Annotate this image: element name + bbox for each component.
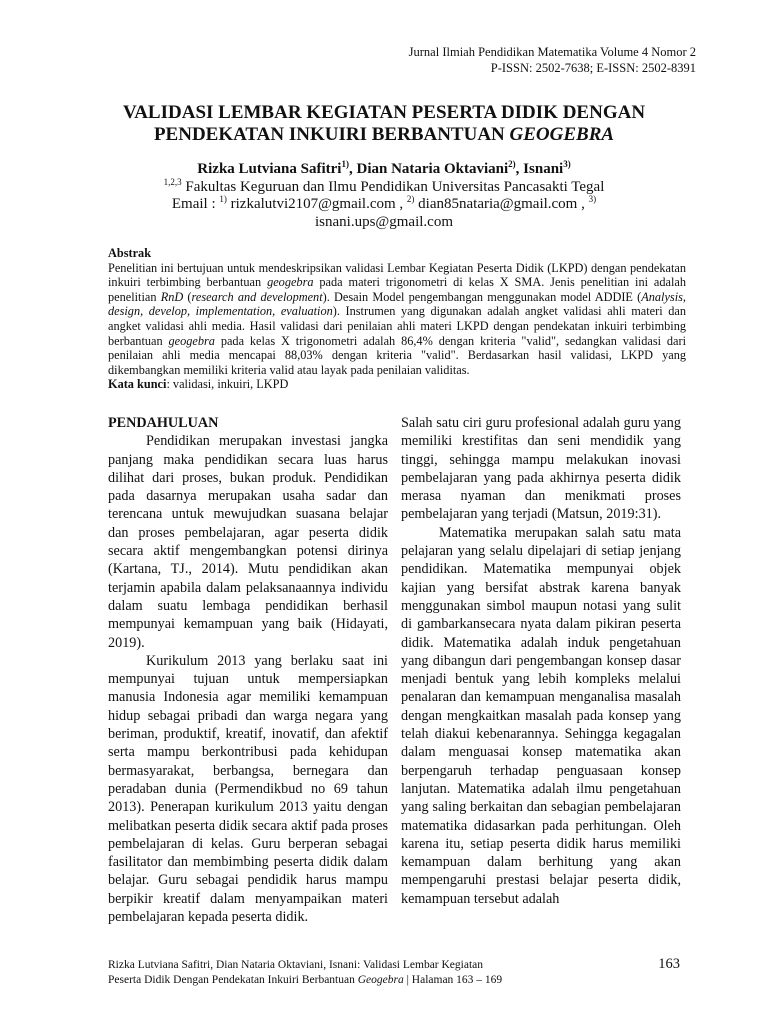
author-2: , Dian Nataria Oktaviani bbox=[348, 161, 509, 177]
abstract-italic: Analysis, design, develop, implementation, evaluation bbox=[108, 289, 686, 319]
email-2-sup: 2) bbox=[406, 194, 415, 204]
author-2-sup: 2) bbox=[508, 159, 516, 169]
issn-line: P-ISSN: 2502-7638; E-ISSN: 2502-8391 bbox=[490, 61, 696, 75]
title-line-2-text: PENDEKATAN INKUIRI BERBANTUAN bbox=[153, 124, 510, 145]
paragraph: Salah satu ciri guru profesional adalah guru yang memiliki krestifitas dan seni mendidik yang tinggi, sehingga mampu melakukan inovasi pembelajaran yang pada akhirnya peserta didik merasa nyaman dan menikmati proses pembelajaran yang terjadi (Matsun, 2019:31). bbox=[401, 415, 681, 523]
page-footer bbox=[108, 958, 628, 987]
footer-italic: Geogebra bbox=[357, 973, 404, 986]
author-1-sup: 1) bbox=[341, 159, 349, 169]
right-column bbox=[401, 414, 681, 908]
paragraph: Pendidikan merupakan investasi jangka panjang maka pendidikan secara luas harus dilihat dari proses, bukan produk. Pendidikan pada dasarnya merupakan usaha sadar dan terencana untuk mewujudkan suasana belajar dan proses pembelajaran, agar peserta didik secara aktif mengembangkan potensi dirinya (Kartana, TJ., 2014). Mutu pendidikan akan terjamin apabila dalam pelaksanaannya individu dalam suatu lembaga pendidikan berhasil mempunyai kemampuan yang baik (Hidayati, 2019). bbox=[108, 433, 388, 651]
abstract-heading: Abstrak bbox=[108, 246, 152, 260]
title-line-1: VALIDASI LEMBAR KEGIATAN PESERTA DIDIK DENGAN bbox=[122, 102, 646, 123]
keywords-text: : validasi, inkuiri, LKPD bbox=[166, 377, 289, 392]
abstract-italic: geogebra bbox=[267, 275, 314, 290]
title-geogebra: GEOGEBRA bbox=[509, 124, 615, 145]
journal-name: Jurnal Ilmiah Pendidikan Matematika Volume 4 Nomor 2 bbox=[408, 45, 696, 59]
page-number: 163 bbox=[658, 956, 680, 972]
author-3-sup: 3) bbox=[563, 159, 571, 169]
paragraph: Kurikulum 2013 yang berlaku saat ini mempunyai tujuan untuk mempersiapkan manusia Indonesia agar memiliki kemampuan hidup sebagai pribadi dan warga negara yang beriman, produktif, kreatif, inovatif, dan afektif serta mampu berkontribusi pada kehidupan bermasyarakat, berbangsa, bernegara dan peradaban dunia (Permendikbud no 69 tahun 2013). Penerapan kurikulum 2013 yaitu dengan melibatkan peserta didik secara aktif pada proses pembelajaran di kelas. Guru berperan sebagai fasilitator dan membimbing peserta didik dalam belajar. Guru sebagai pendidik harus mampu berpikir kreatif dalam menyampaikan materi pembelajaran kepada peserta didik. bbox=[108, 652, 388, 926]
title-line-2 bbox=[60, 124, 708, 146]
keywords-label: Kata kunci bbox=[108, 377, 167, 392]
abstract-italic: RnD bbox=[160, 289, 184, 304]
abstract-part: ( bbox=[183, 289, 192, 304]
footer-text: Peserta Didik Dengan Pendekatan Inkuiri Berbantuan bbox=[108, 973, 358, 986]
footer-line-2 bbox=[108, 973, 628, 988]
running-header bbox=[409, 44, 696, 76]
abstract-part: Penelitian ini bertujuan untuk mendeskripsikan validasi Lembar Kegiatan Peserta Didik (LKPD) dengan pendekatan inkuiri terbimbing berbantuan bbox=[108, 260, 686, 290]
footer-pages: | Halaman 163 – 169 bbox=[403, 973, 503, 986]
abstract bbox=[108, 246, 686, 392]
abstract-part: ). Desain Model pengembangan menggunakan model ADDIE ( bbox=[322, 289, 642, 304]
abstract-part: ). Instrumen yang digunakan adalah angket validasi ahli materi dan angket validasi ahli media. Hasil validasi dari penilaian ahli materi LKPD dengan pendekatan inkuiri terbimbing berbantuan bbox=[108, 304, 686, 348]
paper-title bbox=[60, 102, 708, 146]
keywords bbox=[108, 377, 686, 392]
author-3: , Isnani bbox=[515, 161, 564, 177]
email-label: Email : bbox=[171, 196, 220, 212]
paragraph: Matematika merupakan salah satu mata pelajaran yang selalu dipelajari di setiap jenjang pendidikan. Matematika mempunyai objek kajian yang bersifat abstrak karena banyak menggunakan simbol maupun notasi yang sulit di gambarkansecara nyata dalam pikiran peserta didik. Matematika adalah induk pengetahuan yang dibangun dari pengembangan konsep dasar menjadi bentuk yang lebih kompleks melalui penalaran dan kemampuan menganalisa masalah dengan mengkaitkan masalah pada konsep yang telah diakui kebenarannya. Sehingga kegagalan dalam menguasai konsep matematika akan berpengaruh terhadap penguasaan konsep lanjutan. Matematika adalah ilmu pengetahuan yang saling berkaitan dan sebagian pembelajaran matematika didasarkan pada perhitungan. Oleh karena itu, setiap peserta didik harus memiliki kemampuan dalam berhitung yang akan mempengaruhi prestasi belajar peserta didik, kemampuan tersebut adalah bbox=[401, 524, 681, 907]
section-heading: PENDAHULUAN bbox=[108, 415, 219, 431]
email-1[interactable]: rizkalutvi2107@gmail.com , bbox=[226, 196, 407, 212]
affiliation bbox=[60, 178, 708, 196]
left-column bbox=[108, 414, 388, 926]
footer-line-1: Rizka Lutviana Safitri, Dian Nataria Oktaviani, Isnani: Validasi Lembar Kegiatan bbox=[108, 959, 484, 971]
abstract-text bbox=[108, 261, 686, 378]
abstract-italic: geogebra bbox=[168, 333, 215, 348]
email-block bbox=[100, 195, 668, 231]
affiliation-sup: 1,2,3 bbox=[163, 177, 182, 187]
affiliation-text: Fakultas Keguruan dan Ilmu Pendidikan Universitas Pancasakti Tegal bbox=[181, 179, 605, 195]
email-3-sup: 3) bbox=[588, 194, 597, 204]
abstract-part: pada kelas X trigonometri adalah 86,4% dengan kriteria "valid", sedangkan validasi dari penilaian ahli media mencapai 88,03% dengan kriteria "valid". Berdasarkan hasil validasi, LKPD yang dikembangkan memiliki kriteria valid atau layak pada penilaian validitas. bbox=[108, 333, 686, 377]
email-1-sup: 1) bbox=[219, 194, 227, 204]
email-2[interactable]: dian85nataria@gmail.com , bbox=[414, 196, 589, 212]
abstract-italic: research and development bbox=[191, 289, 323, 304]
author-list bbox=[60, 160, 708, 178]
abstract-part: pada materi trigonometri di kelas X SMA. Jenis penelitian ini adalah penelitian bbox=[108, 275, 686, 304]
email-3[interactable]: isnani.ups@gmail.com bbox=[315, 214, 453, 230]
author-1: Rizka Lutviana Safitri bbox=[197, 161, 342, 177]
